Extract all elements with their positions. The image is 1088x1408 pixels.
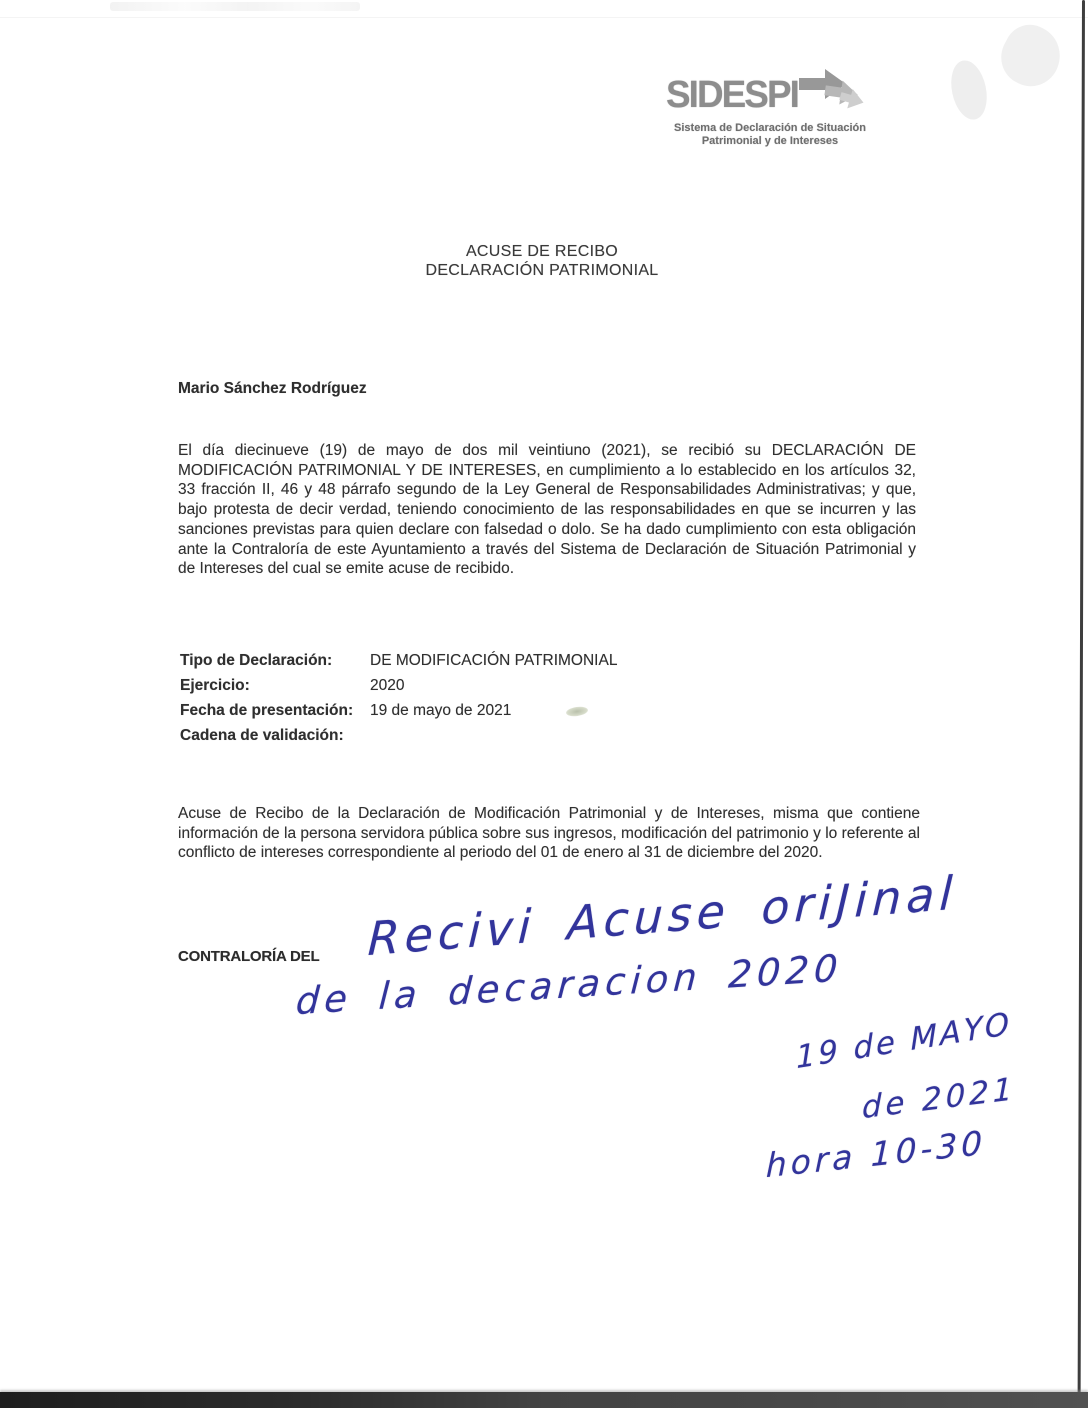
sidespi-tagline-line1: Sistema de Declaración de Situación	[674, 122, 866, 134]
handwriting-date-line2: de 2021	[862, 1070, 1017, 1127]
scan-edge-band-bottom	[0, 1392, 1088, 1408]
field-row-fecha-presentacion	[180, 698, 860, 723]
field-row-tipo-declaracion	[180, 648, 860, 673]
field-value	[370, 723, 860, 748]
field-label: Cadena de validación:	[180, 727, 344, 744]
sidespi-logo-text: SIDESPI	[666, 73, 798, 116]
declaration-fields	[180, 648, 860, 748]
sidespi-tagline-line2: Patrimonial y de Intereses	[701, 135, 839, 147]
document-title-line1: ACUSE DE RECIBO	[465, 243, 619, 260]
recipient-name: Mario Sánchez Rodríguez	[178, 380, 367, 397]
handwriting-received-note-line1: Recivi Acuse oriJinal	[366, 865, 959, 967]
handwriting-date-line1: 19 de MAYO	[795, 1005, 1013, 1077]
handwriting-received-note-line2: de la decaracion 2020	[294, 946, 844, 1024]
scan-smudge-right-upper	[991, 16, 1070, 96]
field-value: 2020	[370, 677, 405, 694]
field-row-cadena-validacion	[180, 723, 860, 748]
field-value: 19 de mayo de 2021	[370, 702, 512, 719]
scan-hairline-top	[0, 17, 1088, 18]
sidespi-logo	[664, 68, 879, 148]
field-label: Tipo de Declaración:	[180, 652, 333, 669]
scan-edge-line-right	[1078, 0, 1085, 1395]
field-row-ejercicio	[180, 673, 860, 698]
triple-right-arrow-icon	[797, 60, 869, 121]
summary-paragraph: Acuse de Recibo de la Declaración de Modificación Patrimonial y de Intereses, misma que contiene información de la persona servidora pública sobre sus ingresos, modificación del patrimonio y lo referente al conflicto de intereses correspondiente al periodo del 01 de enero al 31 de diciembre del 2020.	[178, 805, 920, 862]
document-title	[332, 242, 752, 280]
field-label: Ejercicio:	[180, 677, 250, 694]
scan-smudge-top	[110, 2, 360, 11]
handwriting-time: hora 10-30	[765, 1122, 987, 1186]
field-value: DE MODIFICACIÓN PATRIMONIAL	[370, 652, 618, 669]
body-paragraph: El día diecinueve (19) de mayo de dos mil veintiuno (2021), se recibió su DECLARACIÓN DE MODIFICACIÓN PATRIMONIAL Y DE INTERESES, en cumplimiento a lo establecido en los artículos 32, 33 fracción II, 46 y 48 párrafo segundo de la Ley General de Responsabilidades Administrativas; y que, bajo protesta de decir verdad, teniendo conocimiento de las responsabilidades en que se incurren y las sanciones previstas para quien declare con falsedad o dolo. Se ha dado cumplimiento con esta obligación ante la Contraloría de este Ayuntamiento a través del Sistema de Declaración de Situación Patrimonial y de Intereses del cual se emite acuse de recibido.	[178, 442, 916, 578]
controller-label: CONTRALORÍA DEL	[178, 948, 320, 965]
field-label: Fecha de presentación:	[180, 702, 354, 719]
document-title-line2: DECLARACIÓN PATRIMONIAL	[425, 262, 659, 279]
scan-smudge-right-lower	[946, 57, 992, 123]
